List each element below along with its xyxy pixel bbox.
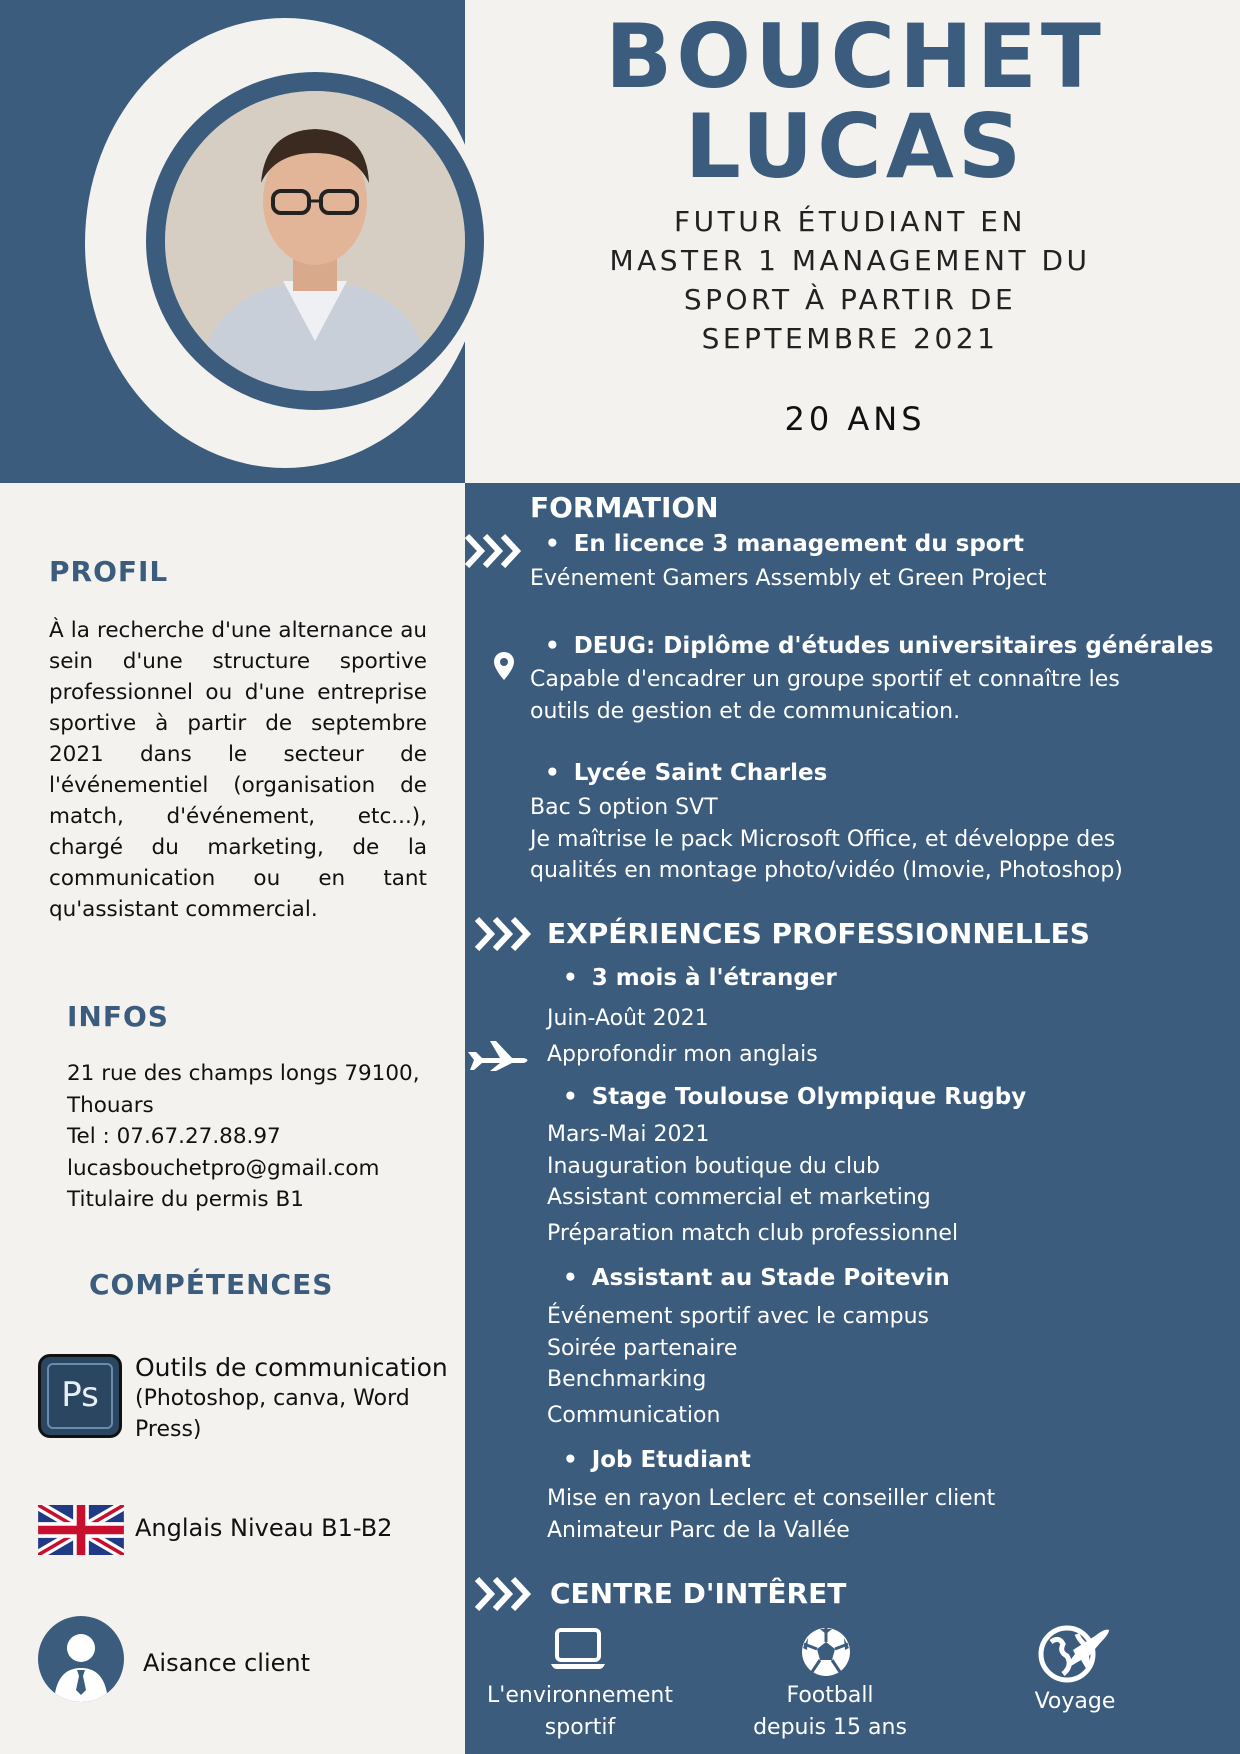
user-icon <box>38 1616 124 1702</box>
uk-flag-icon <box>38 1505 124 1555</box>
interets-title: CENTRE D'INTÊRET <box>550 1577 847 1610</box>
formation-line: qualités en montage photo/vidéo (Imovie, Photoshop) <box>530 858 1123 883</box>
location-pin-icon <box>493 651 515 681</box>
person-photo-icon <box>165 91 465 391</box>
globe-plane-icon <box>1033 1622 1113 1684</box>
last-name: BOUCHET <box>605 5 1105 108</box>
infos-title: INFOS <box>67 1000 169 1033</box>
infos-line: lucasbouchetpro@gmail.com <box>67 1155 380 1181</box>
formation-item-text <box>530 664 1120 727</box>
laptop-icon <box>549 1627 607 1671</box>
subtitle <box>560 202 1140 358</box>
experience-line: Approfondir mon anglais <box>547 1042 818 1067</box>
experience-item-text <box>547 1001 818 1073</box>
infos-line: 21 rue des champs longs 79100, <box>67 1061 420 1086</box>
avatar-photo <box>146 72 484 410</box>
subtitle-line: SEPTEMBRE 2021 <box>701 322 999 355</box>
chevrons-icon <box>465 534 530 568</box>
infos-line: Tel : 07.67.27.88.97 <box>67 1124 281 1149</box>
interest-line: Football <box>786 1683 874 1708</box>
experience-item-title: • 3 mois à l'étranger <box>563 965 837 991</box>
subtitle-line: SPORT À PARTIR DE <box>683 283 1017 316</box>
experience-line: Mars-Mai 2021 <box>547 1122 710 1147</box>
photoshop-icon <box>38 1354 122 1438</box>
skill-communication <box>135 1352 448 1445</box>
formation-item-text: Evénement Gamers Assembly et Green Project <box>530 566 1047 591</box>
formation-item-title: • En licence 3 management du sport <box>545 531 1024 557</box>
skill-line: Press) <box>135 1417 202 1442</box>
airplane-icon <box>466 1038 532 1074</box>
age: 20 ANS <box>784 400 926 438</box>
chevrons-icon <box>475 917 540 951</box>
subtitle-line: FUTUR ÉTUDIANT EN <box>674 205 1026 238</box>
experience-line: Animateur Parc de la Vallée <box>547 1517 850 1543</box>
experience-item-title: • Assistant au Stade Poitevin <box>563 1265 950 1291</box>
formation-item-title: • Lycée Saint Charles <box>545 760 827 786</box>
infos-line: Thouars <box>67 1092 154 1118</box>
formation-line: Bac S option SVT <box>530 795 718 820</box>
photoshop-label: Ps <box>61 1375 99 1415</box>
formation-line: Je maîtrise le pack Microsoft Office, et développe des <box>530 826 1116 852</box>
experience-line: Événement sportif avec le campus <box>547 1304 930 1329</box>
experience-line: Inauguration boutique du club <box>547 1153 880 1179</box>
skill-line: (Photoshop, canva, Word <box>135 1386 410 1411</box>
competences-title: COMPÉTENCES <box>89 1268 334 1301</box>
experience-line: Communication <box>547 1402 721 1428</box>
profil-text: À la recherche d'une alternance au sein d'une structure sportive professionnel ou d'une entreprise sportive à partir de septembre 2021 dans le secteur de l'événementiel (organisation de match, d'événement, etc...), chargé du marketing, de la communication ou en tant qu'assistant commercial. <box>49 618 427 922</box>
interest-line: depuis 15 ans <box>753 1715 907 1740</box>
interest-line: sportif <box>544 1715 616 1740</box>
profil-title: PROFIL <box>49 555 169 588</box>
skill-aisance: Aisance client <box>143 1649 311 1677</box>
interest-line: L'environnement <box>487 1683 673 1708</box>
experiences-title: EXPÉRIENCES PROFESSIONNELLES <box>547 917 1090 950</box>
experience-line: Juin-Août 2021 <box>547 1006 709 1031</box>
formation-line: outils de gestion et de communication. <box>530 698 961 724</box>
experience-item-text <box>547 1301 929 1431</box>
experience-item-text <box>547 1119 958 1249</box>
formation-line: Capable d'encadrer un groupe sportif et connaître les <box>530 667 1120 692</box>
formation-item-text <box>530 792 1123 887</box>
experience-line: Soirée partenaire <box>547 1335 738 1361</box>
chevrons-icon <box>475 1577 540 1611</box>
experience-item-title: • Stage Toulouse Olympique Rugby <box>563 1084 1026 1110</box>
experience-line: Préparation match club professionnel <box>547 1220 959 1246</box>
infos-block <box>67 1058 420 1216</box>
infos-line: Titulaire du permis B1 <box>67 1187 304 1212</box>
interest-environnement <box>470 1680 690 1744</box>
subtitle-line: MASTER 1 MANAGEMENT DU <box>609 244 1091 277</box>
skill-anglais: Anglais Niveau B1-B2 <box>135 1514 393 1542</box>
interest-voyage: Voyage <box>1034 1689 1116 1714</box>
experience-line: Benchmarking <box>547 1367 707 1392</box>
football-icon <box>800 1626 852 1678</box>
experience-item-title: • Job Etudiant <box>563 1447 751 1473</box>
interest-football <box>730 1680 930 1744</box>
formation-item-title: • DEUG: Diplôme d'études universitaires générales <box>545 633 1213 659</box>
skill-line: Outils de communication <box>135 1353 448 1382</box>
first-name: LUCAS <box>684 95 1026 198</box>
experience-line: Mise en rayon Leclerc et conseiller client <box>547 1486 996 1511</box>
experience-line: Assistant commercial et marketing <box>547 1185 931 1210</box>
formation-title: FORMATION <box>530 491 719 524</box>
experience-item-text <box>547 1483 995 1546</box>
